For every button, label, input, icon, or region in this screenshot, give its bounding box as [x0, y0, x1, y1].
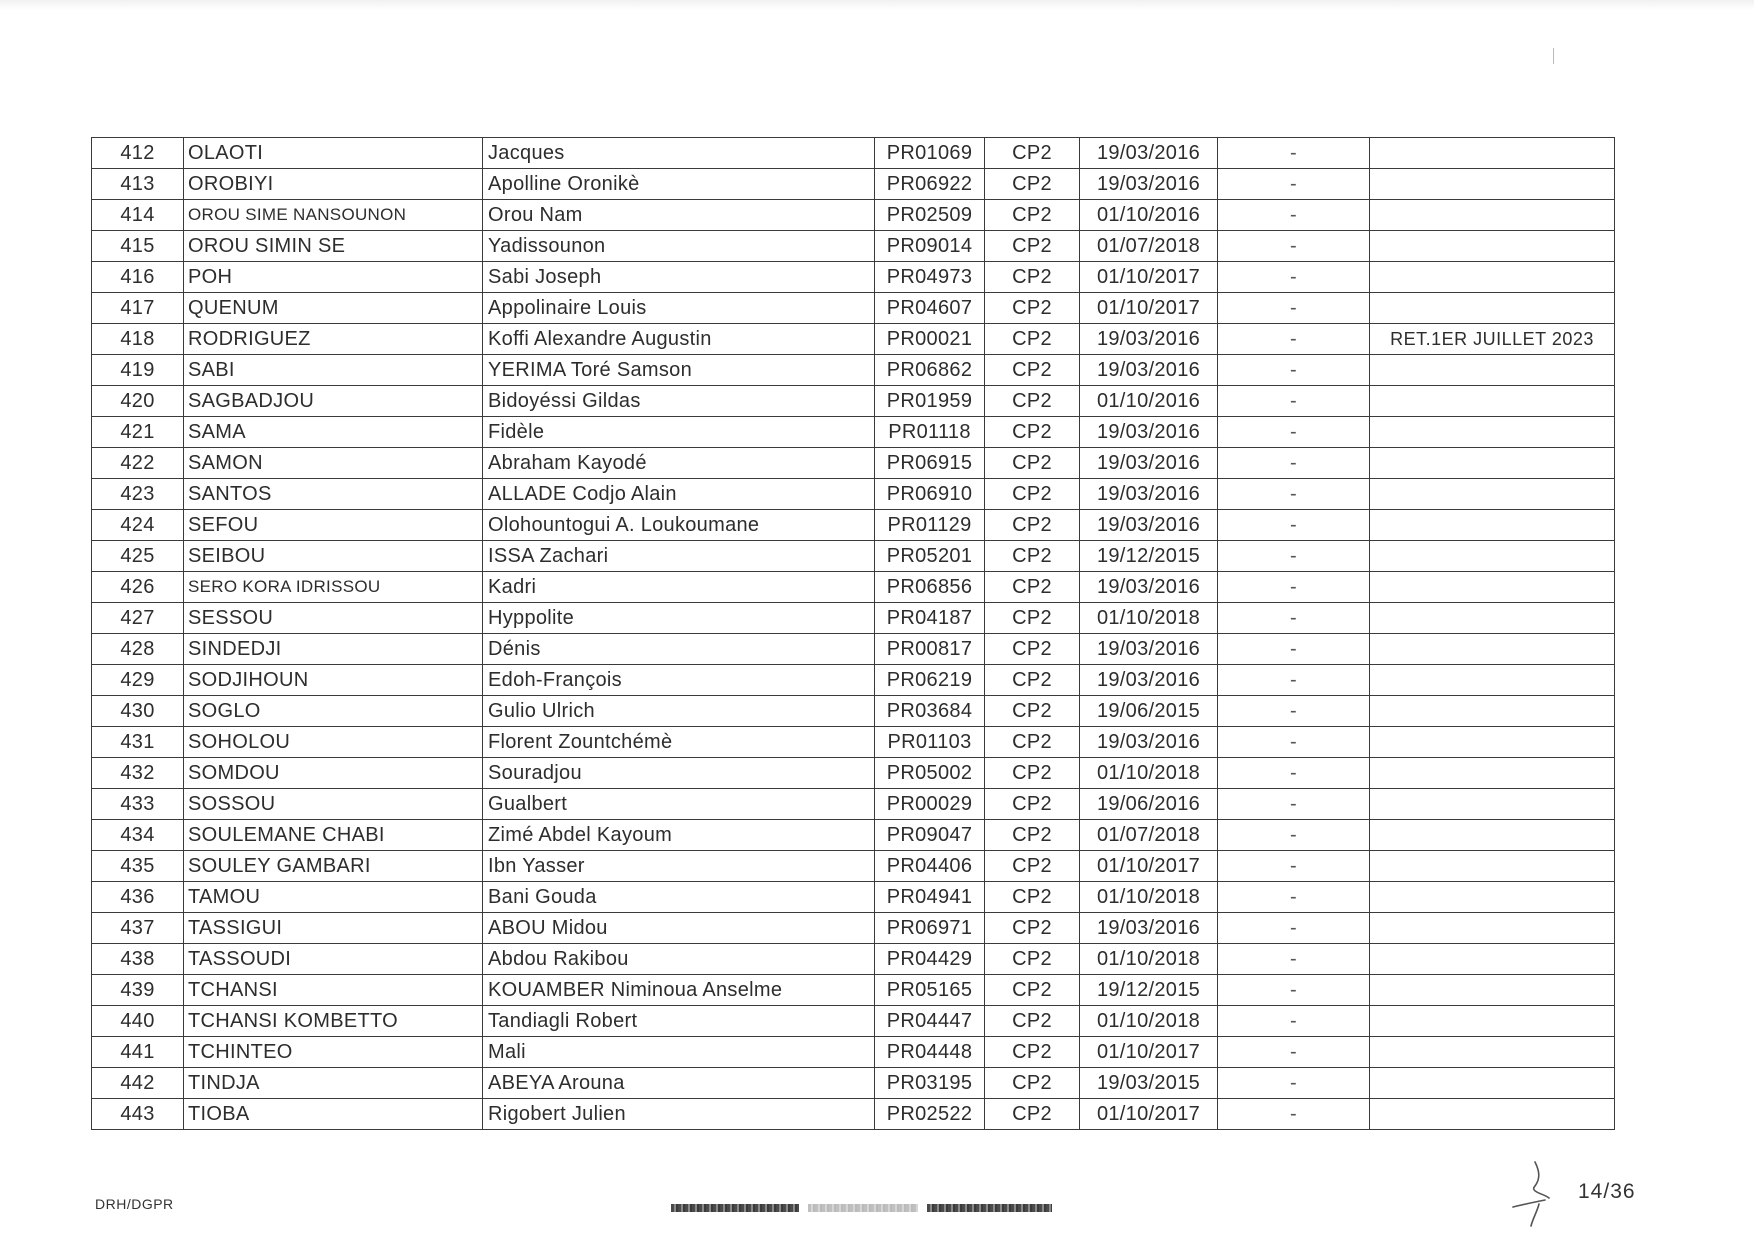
registration-number-cell: PR04607 [875, 293, 985, 324]
observation-cell [1370, 293, 1615, 324]
effective-date-cell: 19/03/2016 [1080, 138, 1218, 169]
observation-cell [1370, 200, 1615, 231]
table-row [92, 1037, 1615, 1068]
last-name-cell: TCHINTEO [184, 1037, 483, 1068]
first-names-cell: Abdou Rakibou [483, 944, 875, 975]
observation-cell [1370, 851, 1615, 882]
footer-department: DRH/DGPR [95, 1196, 174, 1212]
registration-number-cell: PR01103 [875, 727, 985, 758]
observation-cell [1370, 541, 1615, 572]
table-row [92, 1099, 1615, 1130]
effective-date-cell: 01/07/2018 [1080, 231, 1218, 262]
dash-mark-cell: - [1218, 696, 1370, 727]
registration-number-cell: PR03195 [875, 1068, 985, 1099]
first-names-cell: Gualbert [483, 789, 875, 820]
dash-mark-cell: - [1218, 1099, 1370, 1130]
effective-date-cell: 01/10/2017 [1080, 1037, 1218, 1068]
row-number-cell: 439 [92, 975, 184, 1006]
first-names-cell: Koffi Alexandre Augustin [483, 324, 875, 355]
registration-number-cell: PR02509 [875, 200, 985, 231]
observation-cell [1370, 1037, 1615, 1068]
effective-date-cell: 01/10/2018 [1080, 603, 1218, 634]
last-name-cell: OLAOTI [184, 138, 483, 169]
dash-mark-cell: - [1218, 231, 1370, 262]
table-row [92, 727, 1615, 758]
table-row [92, 758, 1615, 789]
effective-date-cell: 19/03/2016 [1080, 510, 1218, 541]
row-number-cell: 436 [92, 882, 184, 913]
last-name-cell: TCHANSI [184, 975, 483, 1006]
effective-date-cell: 01/07/2018 [1080, 820, 1218, 851]
personnel-table [91, 137, 1615, 1130]
last-name-cell: SOSSOU [184, 789, 483, 820]
effective-date-cell: 01/10/2017 [1080, 293, 1218, 324]
row-number-cell: 427 [92, 603, 184, 634]
observation-cell [1370, 882, 1615, 913]
observation-cell [1370, 758, 1615, 789]
effective-date-cell: 19/12/2015 [1080, 975, 1218, 1006]
table-row [92, 138, 1615, 169]
effective-date-cell: 19/03/2016 [1080, 913, 1218, 944]
registration-number-cell: PR05002 [875, 758, 985, 789]
row-number-cell: 437 [92, 913, 184, 944]
effective-date-cell: 01/10/2018 [1080, 1006, 1218, 1037]
registration-number-cell: PR06219 [875, 665, 985, 696]
first-names-cell: Mali [483, 1037, 875, 1068]
last-name-cell: SOMDOU [184, 758, 483, 789]
first-names-cell: ISSA Zachari [483, 541, 875, 572]
table-row [92, 634, 1615, 665]
dash-mark-cell: - [1218, 1006, 1370, 1037]
row-number-cell: 413 [92, 169, 184, 200]
observation-cell [1370, 913, 1615, 944]
first-names-cell: Apolline Oronikè [483, 169, 875, 200]
last-name-cell: SOGLO [184, 696, 483, 727]
first-names-cell: Bani Gouda [483, 882, 875, 913]
dash-mark-cell: - [1218, 665, 1370, 696]
table-row [92, 231, 1615, 262]
registration-number-cell: PR03684 [875, 696, 985, 727]
grade-cell: CP2 [985, 1068, 1080, 1099]
last-name-cell: OROU SIMIN SE [184, 231, 483, 262]
dash-mark-cell: - [1218, 386, 1370, 417]
dash-mark-cell: - [1218, 541, 1370, 572]
observation-cell [1370, 975, 1615, 1006]
first-names-cell: Tandiagli Robert [483, 1006, 875, 1037]
grade-cell: CP2 [985, 1099, 1080, 1130]
effective-date-cell: 19/12/2015 [1080, 541, 1218, 572]
registration-number-cell: PR01118 [875, 417, 985, 448]
dash-mark-cell: - [1218, 913, 1370, 944]
row-number-cell: 441 [92, 1037, 184, 1068]
dash-mark-cell: - [1218, 975, 1370, 1006]
registration-number-cell: PR09047 [875, 820, 985, 851]
observation-cell [1370, 572, 1615, 603]
grade-cell: CP2 [985, 820, 1080, 851]
row-number-cell: 426 [92, 572, 184, 603]
table-row [92, 200, 1615, 231]
grade-cell: CP2 [985, 603, 1080, 634]
grade-cell: CP2 [985, 944, 1080, 975]
registration-number-cell: PR01129 [875, 510, 985, 541]
effective-date-cell: 01/10/2018 [1080, 758, 1218, 789]
first-names-cell: Rigobert Julien [483, 1099, 875, 1130]
grade-cell: CP2 [985, 572, 1080, 603]
registration-number-cell: PR01069 [875, 138, 985, 169]
grade-cell: CP2 [985, 262, 1080, 293]
grade-cell: CP2 [985, 138, 1080, 169]
row-number-cell: 418 [92, 324, 184, 355]
grade-cell: CP2 [985, 1006, 1080, 1037]
grade-cell: CP2 [985, 727, 1080, 758]
footer-stamp-bar-right [927, 1204, 1052, 1212]
dash-mark-cell: - [1218, 138, 1370, 169]
effective-date-cell: 01/10/2017 [1080, 851, 1218, 882]
last-name-cell: SODJIHOUN [184, 665, 483, 696]
registration-number-cell: PR09014 [875, 231, 985, 262]
grade-cell: CP2 [985, 665, 1080, 696]
dash-mark-cell: - [1218, 944, 1370, 975]
first-names-cell: Gulio Ulrich [483, 696, 875, 727]
last-name-cell: TASSOUDI [184, 944, 483, 975]
first-names-cell: Florent Zountchémè [483, 727, 875, 758]
dash-mark-cell: - [1218, 727, 1370, 758]
dash-mark-cell: - [1218, 355, 1370, 386]
dash-mark-cell: - [1218, 634, 1370, 665]
effective-date-cell: 01/10/2018 [1080, 882, 1218, 913]
table-row [92, 169, 1615, 200]
table-row [92, 541, 1615, 572]
dash-mark-cell: - [1218, 1068, 1370, 1099]
row-number-cell: 435 [92, 851, 184, 882]
grade-cell: CP2 [985, 882, 1080, 913]
observation-cell [1370, 262, 1615, 293]
dash-mark-cell: - [1218, 758, 1370, 789]
effective-date-cell: 19/06/2016 [1080, 789, 1218, 820]
grade-cell: CP2 [985, 1037, 1080, 1068]
row-number-cell: 423 [92, 479, 184, 510]
dash-mark-cell: - [1218, 510, 1370, 541]
last-name-cell: SERO KORA IDRISSOU [184, 572, 483, 603]
last-name-cell: SEFOU [184, 510, 483, 541]
grade-cell: CP2 [985, 510, 1080, 541]
table-row [92, 851, 1615, 882]
registration-number-cell: PR05165 [875, 975, 985, 1006]
table-row [92, 820, 1615, 851]
registration-number-cell: PR06856 [875, 572, 985, 603]
observation-cell [1370, 789, 1615, 820]
effective-date-cell: 19/03/2016 [1080, 634, 1218, 665]
effective-date-cell: 19/03/2016 [1080, 727, 1218, 758]
registration-number-cell: PR06862 [875, 355, 985, 386]
row-number-cell: 417 [92, 293, 184, 324]
last-name-cell: TIOBA [184, 1099, 483, 1130]
last-name-cell: SOULEY GAMBARI [184, 851, 483, 882]
dash-mark-cell: - [1218, 820, 1370, 851]
effective-date-cell: 19/03/2016 [1080, 324, 1218, 355]
first-names-cell: Jacques [483, 138, 875, 169]
last-name-cell: SABI [184, 355, 483, 386]
effective-date-cell: 01/10/2016 [1080, 200, 1218, 231]
first-names-cell: Fidèle [483, 417, 875, 448]
grade-cell: CP2 [985, 293, 1080, 324]
observation-cell: RET.1ER JUILLET 2023 [1370, 324, 1615, 355]
observation-cell [1370, 603, 1615, 634]
first-names-cell: Hyppolite [483, 603, 875, 634]
initials-signature [1505, 1160, 1565, 1230]
last-name-cell: SOHOLOU [184, 727, 483, 758]
grade-cell: CP2 [985, 386, 1080, 417]
registration-number-cell: PR06915 [875, 448, 985, 479]
observation-cell [1370, 169, 1615, 200]
effective-date-cell: 19/03/2016 [1080, 448, 1218, 479]
last-name-cell: SAMA [184, 417, 483, 448]
effective-date-cell: 19/03/2016 [1080, 417, 1218, 448]
last-name-cell: TASSIGUI [184, 913, 483, 944]
registration-number-cell: PR04187 [875, 603, 985, 634]
row-number-cell: 430 [92, 696, 184, 727]
registration-number-cell: PR00021 [875, 324, 985, 355]
row-number-cell: 425 [92, 541, 184, 572]
grade-cell: CP2 [985, 975, 1080, 1006]
dash-mark-cell: - [1218, 603, 1370, 634]
dash-mark-cell: - [1218, 1037, 1370, 1068]
row-number-cell: 419 [92, 355, 184, 386]
dash-mark-cell: - [1218, 882, 1370, 913]
row-number-cell: 428 [92, 634, 184, 665]
effective-date-cell: 19/03/2016 [1080, 479, 1218, 510]
first-names-cell: Souradjou [483, 758, 875, 789]
row-number-cell: 442 [92, 1068, 184, 1099]
grade-cell: CP2 [985, 169, 1080, 200]
table-row [92, 386, 1615, 417]
first-names-cell: Olohountogui A. Loukoumane [483, 510, 875, 541]
first-names-cell: YERIMA Toré Samson [483, 355, 875, 386]
first-names-cell: ABEYA Arouna [483, 1068, 875, 1099]
dash-mark-cell: - [1218, 293, 1370, 324]
last-name-cell: TINDJA [184, 1068, 483, 1099]
last-name-cell: SEIBOU [184, 541, 483, 572]
table-row [92, 789, 1615, 820]
effective-date-cell: 19/03/2016 [1080, 572, 1218, 603]
table-row [92, 1006, 1615, 1037]
last-name-cell: SINDEDJI [184, 634, 483, 665]
dash-mark-cell: - [1218, 169, 1370, 200]
grade-cell: CP2 [985, 417, 1080, 448]
effective-date-cell: 01/10/2016 [1080, 386, 1218, 417]
row-number-cell: 429 [92, 665, 184, 696]
registration-number-cell: PR00817 [875, 634, 985, 665]
registration-number-cell: PR04447 [875, 1006, 985, 1037]
grade-cell: CP2 [985, 789, 1080, 820]
table-row [92, 572, 1615, 603]
effective-date-cell: 19/03/2016 [1080, 169, 1218, 200]
registration-number-cell: PR05201 [875, 541, 985, 572]
table-row [92, 293, 1615, 324]
observation-cell [1370, 820, 1615, 851]
registration-number-cell: PR06922 [875, 169, 985, 200]
first-names-cell: Dénis [483, 634, 875, 665]
registration-number-cell: PR04429 [875, 944, 985, 975]
table-row [92, 882, 1615, 913]
first-names-cell: Edoh-François [483, 665, 875, 696]
table-row [92, 975, 1615, 1006]
effective-date-cell: 19/03/2016 [1080, 665, 1218, 696]
table-row [92, 1068, 1615, 1099]
grade-cell: CP2 [985, 231, 1080, 262]
registration-number-cell: PR00029 [875, 789, 985, 820]
footer-stamp-bar-left [671, 1204, 799, 1212]
observation-cell [1370, 448, 1615, 479]
observation-cell [1370, 696, 1615, 727]
last-name-cell: OROU SIME NANSOUNON [184, 200, 483, 231]
table-row [92, 510, 1615, 541]
dash-mark-cell: - [1218, 789, 1370, 820]
effective-date-cell: 01/10/2017 [1080, 262, 1218, 293]
registration-number-cell: PR02522 [875, 1099, 985, 1130]
first-names-cell: ALLADE Codjo Alain [483, 479, 875, 510]
row-number-cell: 422 [92, 448, 184, 479]
row-number-cell: 420 [92, 386, 184, 417]
row-number-cell: 434 [92, 820, 184, 851]
grade-cell: CP2 [985, 479, 1080, 510]
last-name-cell: SAGBADJOU [184, 386, 483, 417]
last-name-cell: RODRIGUEZ [184, 324, 483, 355]
grade-cell: CP2 [985, 448, 1080, 479]
observation-cell [1370, 634, 1615, 665]
table-row [92, 913, 1615, 944]
grade-cell: CP2 [985, 696, 1080, 727]
page-number: 14/36 [1578, 1180, 1636, 1203]
row-number-cell: 432 [92, 758, 184, 789]
last-name-cell: SAMON [184, 448, 483, 479]
table-row [92, 262, 1615, 293]
row-number-cell: 431 [92, 727, 184, 758]
registration-number-cell: PR06910 [875, 479, 985, 510]
row-number-cell: 416 [92, 262, 184, 293]
effective-date-cell: 19/03/2016 [1080, 355, 1218, 386]
grade-cell: CP2 [985, 758, 1080, 789]
effective-date-cell: 01/10/2017 [1080, 1099, 1218, 1130]
observation-cell [1370, 479, 1615, 510]
first-names-cell: Ibn Yasser [483, 851, 875, 882]
row-number-cell: 414 [92, 200, 184, 231]
first-names-cell: KOUAMBER Niminoua Anselme [483, 975, 875, 1006]
first-names-cell: Yadissounon [483, 231, 875, 262]
row-number-cell: 412 [92, 138, 184, 169]
last-name-cell: OROBIYI [184, 169, 483, 200]
observation-cell [1370, 1006, 1615, 1037]
dash-mark-cell: - [1218, 262, 1370, 293]
registration-number-cell: PR01959 [875, 386, 985, 417]
table-row [92, 944, 1615, 975]
observation-cell [1370, 386, 1615, 417]
grade-cell: CP2 [985, 851, 1080, 882]
personnel-table-body [92, 138, 1615, 1130]
first-names-cell: Orou Nam [483, 200, 875, 231]
grade-cell: CP2 [985, 200, 1080, 231]
grade-cell: CP2 [985, 634, 1080, 665]
last-name-cell: SESSOU [184, 603, 483, 634]
first-names-cell: Zimé Abdel Kayoum [483, 820, 875, 851]
registration-number-cell: PR04406 [875, 851, 985, 882]
dash-mark-cell: - [1218, 479, 1370, 510]
table-row [92, 448, 1615, 479]
observation-cell [1370, 510, 1615, 541]
table-row [92, 417, 1615, 448]
last-name-cell: SANTOS [184, 479, 483, 510]
row-number-cell: 421 [92, 417, 184, 448]
last-name-cell: TCHANSI KOMBETTO [184, 1006, 483, 1037]
dash-mark-cell: - [1218, 572, 1370, 603]
first-names-cell: Abraham Kayodé [483, 448, 875, 479]
observation-cell [1370, 727, 1615, 758]
footer-stamp-bar-middle [808, 1204, 918, 1212]
observation-cell [1370, 1099, 1615, 1130]
dash-mark-cell: - [1218, 851, 1370, 882]
table-row [92, 355, 1615, 386]
dash-mark-cell: - [1218, 324, 1370, 355]
registration-number-cell: PR04448 [875, 1037, 985, 1068]
observation-cell [1370, 944, 1615, 975]
grade-cell: CP2 [985, 541, 1080, 572]
row-number-cell: 440 [92, 1006, 184, 1037]
dash-mark-cell: - [1218, 417, 1370, 448]
first-names-cell: Kadri [483, 572, 875, 603]
effective-date-cell: 19/06/2015 [1080, 696, 1218, 727]
registration-number-cell: PR04941 [875, 882, 985, 913]
row-number-cell: 433 [92, 789, 184, 820]
first-names-cell: Appolinaire Louis [483, 293, 875, 324]
table-row [92, 603, 1615, 634]
observation-cell [1370, 417, 1615, 448]
row-number-cell: 424 [92, 510, 184, 541]
scan-top-edge [0, 0, 1754, 10]
first-names-cell: Sabi Joseph [483, 262, 875, 293]
row-number-cell: 443 [92, 1099, 184, 1130]
observation-cell [1370, 231, 1615, 262]
row-number-cell: 438 [92, 944, 184, 975]
observation-cell [1370, 355, 1615, 386]
table-row [92, 324, 1615, 355]
observation-cell [1370, 665, 1615, 696]
scan-margin-mark [1553, 48, 1554, 64]
table-row [92, 696, 1615, 727]
effective-date-cell: 01/10/2018 [1080, 944, 1218, 975]
observation-cell [1370, 138, 1615, 169]
grade-cell: CP2 [985, 355, 1080, 386]
first-names-cell: Bidoyéssi Gildas [483, 386, 875, 417]
observation-cell [1370, 1068, 1615, 1099]
last-name-cell: TAMOU [184, 882, 483, 913]
last-name-cell: QUENUM [184, 293, 483, 324]
registration-number-cell: PR04973 [875, 262, 985, 293]
dash-mark-cell: - [1218, 448, 1370, 479]
table-row [92, 665, 1615, 696]
first-names-cell: ABOU Midou [483, 913, 875, 944]
effective-date-cell: 19/03/2015 [1080, 1068, 1218, 1099]
grade-cell: CP2 [985, 324, 1080, 355]
row-number-cell: 415 [92, 231, 184, 262]
last-name-cell: POH [184, 262, 483, 293]
table-row [92, 479, 1615, 510]
registration-number-cell: PR06971 [875, 913, 985, 944]
grade-cell: CP2 [985, 913, 1080, 944]
last-name-cell: SOULEMANE CHABI [184, 820, 483, 851]
dash-mark-cell: - [1218, 200, 1370, 231]
